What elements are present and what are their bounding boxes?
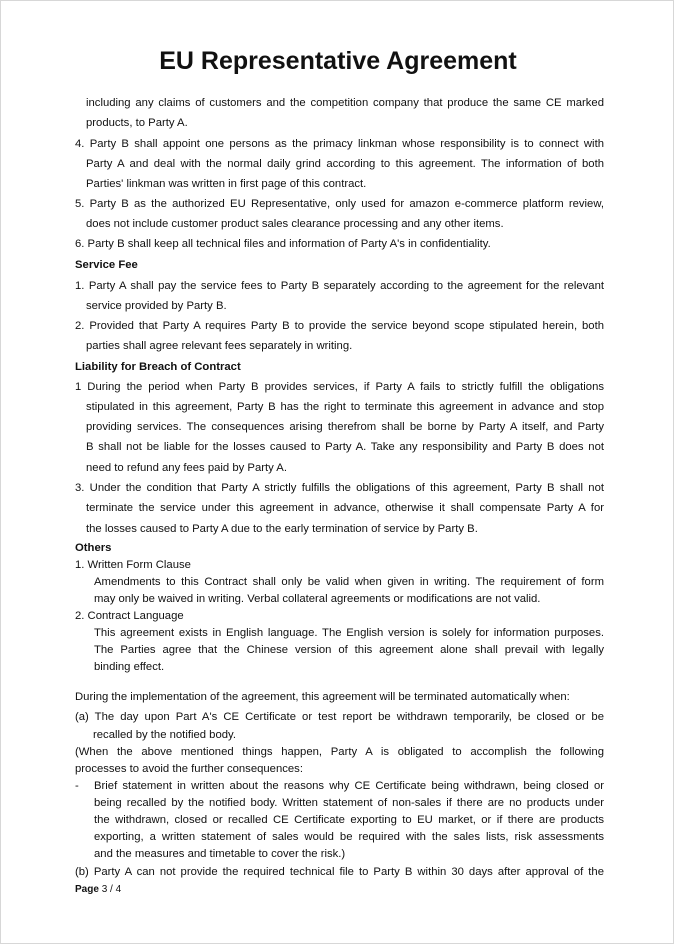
text-line: may only be waived in writing. Verbal collateral agreements or modifications are not valid. bbox=[94, 593, 541, 605]
list-item: 1. Written Form Clause bbox=[75, 559, 191, 571]
text-line: The Parties agree that the Chinese version of this agreement alone shall prevail with legally bbox=[94, 644, 604, 656]
bullet-dash: - bbox=[75, 780, 79, 792]
text-line: (When the above mentioned things happen, Party A is obligated to accomplish the following bbox=[75, 746, 604, 758]
page-label: Page bbox=[75, 884, 99, 895]
page-number: 3 / 4 bbox=[101, 884, 122, 895]
text-line: binding effect. bbox=[94, 661, 165, 673]
list-item: 6. Party B shall keep all technical files and information of Party A's in confidentiality. bbox=[75, 238, 491, 250]
list-item: (a) The day upon Part A's CE Certificate or test report be withdrawn temporarily, be closed or be bbox=[75, 711, 604, 723]
list-item: 1. Party A shall pay the service fees to Party B separately according to the agreement for the relevant bbox=[75, 280, 604, 292]
section-heading: Others bbox=[75, 542, 112, 554]
text-line: providing services. The consequences arising therefrom shall be borne by Party A itself, and Party bbox=[86, 421, 604, 433]
text-line: Amendments to this Contract shall only be valid when given in writing. The requirement of form bbox=[94, 576, 604, 588]
text-line: including any claims of customers and the competition company that produce the same CE marked bbox=[86, 97, 604, 109]
text-line: processes to avoid the further consequences: bbox=[75, 763, 303, 775]
page-title: EU Representative Agreement bbox=[159, 47, 517, 75]
paragraph-line: During the implementation of the agreement, this agreement will be terminated automatically when: bbox=[75, 691, 570, 703]
list-item: 3. Under the condition that Party A strictly fulfills the obligations of this agreement, Party B shall not bbox=[75, 482, 604, 494]
list-item: 2. Contract Language bbox=[75, 610, 184, 622]
section-heading: Liability for Breach of Contract bbox=[75, 361, 241, 373]
list-item: 5. Party B as the authorized EU Representative, only used for amazon e-commerce platform review, bbox=[75, 198, 604, 210]
text-line: Parties' linkman was written in first page of this contract. bbox=[86, 178, 367, 190]
list-item: 1 During the period when Party B provides services, if Party A fails to strictly fulfill the obligations bbox=[75, 381, 604, 393]
text-line: B shall not be liable for the losses caused to Party A. Take any responsibility and Party B does not bbox=[86, 441, 604, 453]
text-line: does not include customer product sales clearance processing and any other items. bbox=[86, 218, 504, 230]
text-line: terminate the service under this agreement in advance, otherwise it shall compensate Party A for bbox=[86, 502, 604, 514]
section-heading: Service Fee bbox=[75, 259, 138, 271]
text-line: products, to Party A. bbox=[86, 117, 188, 129]
text-line: recalled by the notified body. bbox=[93, 729, 236, 741]
list-item: (b) Party A can not provide the required technical file to Party B within 30 days after approval of the bbox=[75, 866, 604, 878]
text-line: being recalled by the notified body. Written statement of non-sales if there are no products under bbox=[94, 797, 604, 809]
text-line: Party A and deal with the normal daily grind according to this agreement. The information of both bbox=[86, 158, 604, 170]
text-line: need to refund any fees paid by Party A. bbox=[86, 462, 287, 474]
text-line: and the measures and timetable to cover the risk.) bbox=[94, 848, 346, 860]
text-line: the losses caused to Party A due to the early termination of service by Party B. bbox=[86, 523, 478, 535]
text-line: parties shall agree relevant fees separately in writing. bbox=[86, 340, 353, 352]
text-line: the withdrawn, closed or recalled CE Certificate exporting to EU market, or if there are products bbox=[94, 814, 604, 826]
text-line: exporting, a written statement of sales would be required with the sales lists, risk assessments bbox=[94, 831, 604, 843]
text-line: Brief statement in written about the reasons why CE Certificate being withdrawn, being closed or bbox=[94, 780, 604, 792]
list-item: 4. Party B shall appoint one persons as the primacy linkman whose responsibility is to connect with bbox=[75, 138, 604, 150]
text-line: stipulated in this agreement, Party B has the right to terminate this agreement in advance and stop bbox=[86, 401, 604, 413]
page-footer bbox=[75, 884, 121, 896]
list-item: 2. Provided that Party A requires Party B to provide the service beyond scope stipulated herein, both bbox=[75, 320, 604, 332]
text-line: service provided by Party B. bbox=[86, 300, 227, 312]
text-line: This agreement exists in English language. The English version is solely for information purposes. bbox=[94, 627, 604, 639]
